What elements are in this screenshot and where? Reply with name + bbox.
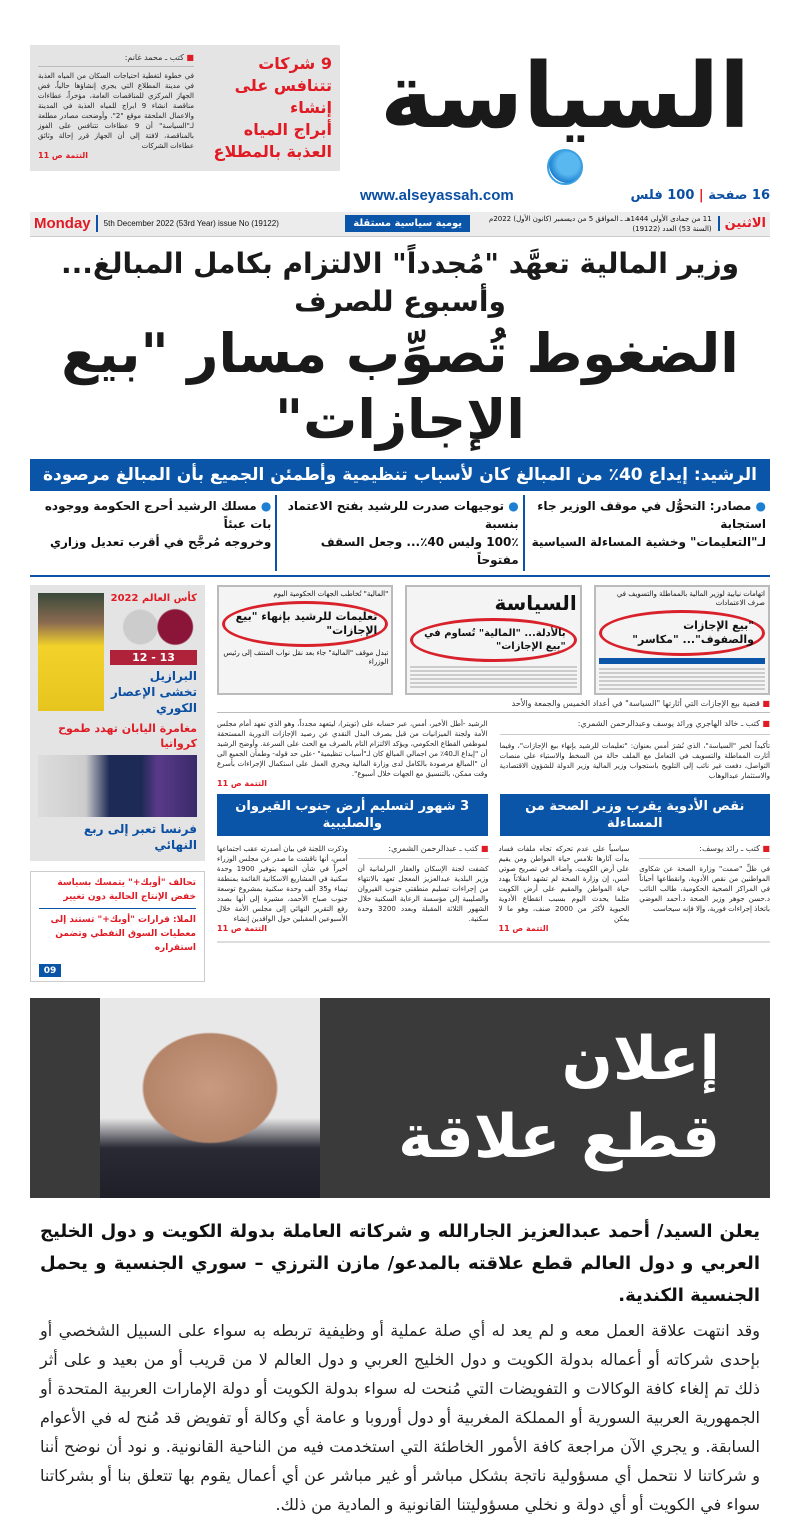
price: 100 فلس bbox=[630, 187, 695, 203]
top-story-body: في خطوة لتغطية احتياجات السكان من المياه العذبة في مدينة المطلاع التي يجري إنشاؤها حالياً، فض الجهاز المركزي للمناقصات العامة، مؤخراً، عطاءات مناقصة انشاء 9 ابراج للمياه العذبة في المدينة والاعمال الملحقة موقع "2". وأوضحت مصادر مطلعة لـ"السياسة" أن 9 عطاءات تتنافس على الفوز بالمناقصة، لافتة إلى أن الجهاز قرر إحالة وثائق عطاءات الشركات bbox=[38, 72, 194, 150]
globe-icon: ● bbox=[260, 498, 272, 513]
ad-banner bbox=[30, 998, 770, 1198]
subhead-line: توجيهات صدرت للرشيد بفتح الاعتماد بنسبة bbox=[287, 498, 519, 531]
subhead-item[interactable] bbox=[275, 495, 522, 571]
price-info bbox=[631, 188, 770, 203]
continued-link[interactable]: التتمة ص 11 bbox=[498, 923, 549, 933]
clipping-headline: بالأدلة... "المالية" تُساوم في "بيع الإجازات" bbox=[424, 627, 566, 652]
date-english: 5th December 2022 (53rd Year) issue No (19122) bbox=[103, 219, 279, 228]
logo-text: السياسة bbox=[380, 44, 750, 149]
subhead-item[interactable] bbox=[523, 495, 770, 571]
housing-byline: ■ كتب ـ عبدالرحمن الشمري: bbox=[358, 844, 489, 859]
housing-col1: كشفت لجنة الإسكان والعقار البرلمانية أن وزير البلدية عبدالعزيز المعجل تعهد بالانتهاء من إجراءات تسليم منطقتي جنوب القيروان والصليبية إلى مؤسسة الرعاية السكنية خلال الشهور الثلاثة المقبلة وبعدد 3200 وحدة سكنية. bbox=[357, 864, 489, 923]
clipping-kicker: "المالية" تُخاطب الجهات الحكومية اليوم bbox=[273, 589, 389, 598]
headline-line: 9 شركات bbox=[258, 54, 332, 73]
day-arabic: الاثنين bbox=[718, 216, 766, 231]
housing-column-1 bbox=[358, 844, 489, 933]
top-story-text bbox=[38, 53, 194, 163]
opec-box[interactable] bbox=[30, 871, 205, 983]
health-column-1 bbox=[639, 844, 770, 933]
clipping-subhead: تبدل موقف "المالية" جاء بعد نقل نواب المنتف إلى رئيس الوزراء bbox=[223, 648, 389, 666]
tagline-badge: يومية سياسية مستقلة bbox=[345, 215, 470, 232]
page-ref-row bbox=[39, 958, 196, 978]
bottom-columns bbox=[217, 844, 770, 943]
clipping-headline: تعليمات للرشيد بإنهاء "بيع الإجازات" bbox=[235, 609, 378, 637]
red-circle-mark bbox=[599, 610, 765, 656]
clipping-thursday[interactable] bbox=[594, 585, 770, 695]
world-cup-label: كأس العالم 2022 bbox=[110, 592, 197, 604]
health-byline: ■ كتب ـ رائد يوسف: bbox=[639, 844, 770, 859]
ad-title: إعلان bbox=[561, 1024, 720, 1094]
clipping-logo: السياسة bbox=[494, 590, 577, 615]
continued-link[interactable]: التتمة ص 11 bbox=[38, 151, 88, 160]
housing-col2: وذكرت اللجنة في بيان أصدرته عقب اجتماعها أمس، أنها ناقشت ما صدر عن مجلس الوزراء أخيراً في شأن التعهد بتوفير 1900 وحدة سكنية في المشاريع الاسكانية القائمة بمنطقة تيماء و35 ألف وحدة سكنية بمشروع توسعة جنوب صباح الأحمد، مشيرة إلى أنها بصدد رفع التقرير النهائي إلى مجلس الأمة خلال الأسبوعين المقبلين حول الوافدين إنشاء bbox=[217, 844, 348, 923]
caption-text: قضية بيع الإجازات التي أثارتها "السياسة" في أعداد الخميس والجمعة والأحد bbox=[511, 698, 760, 708]
ad-portrait-photo[interactable] bbox=[100, 998, 320, 1198]
middle-section bbox=[30, 585, 770, 983]
bullet-icon: ■ bbox=[759, 698, 770, 708]
continued-link[interactable]: التتمة ص 11 bbox=[217, 923, 267, 933]
sports-headline-brazil[interactable]: البرازيل تخشى الإعصار الكوري bbox=[110, 668, 197, 715]
housing-column-2 bbox=[217, 844, 348, 933]
opec-headline: تحالف "أوبك+" يتمسك بسياسة خفض الإنتاج الحالية دون تغيير bbox=[39, 876, 196, 909]
main-story-byline: ■ كتب ـ خالد الهاجري ورائد يوسف وعبدالرحمن الشمري: bbox=[500, 719, 771, 735]
subhead-line: لـ"التعليمات" وخشية المساءلة السياسية bbox=[531, 534, 766, 549]
subhead-line: مسلك الرشيد أحرج الحكومة ووجوده بات عبئاً bbox=[44, 498, 272, 531]
health-column-2 bbox=[499, 844, 630, 933]
main-story-row bbox=[217, 719, 770, 788]
kicker-headline[interactable]: وزير المالية تعهَّد "مُجدداً" الالتزام بكامل المبالغ... وأسبوع للصرف bbox=[60, 246, 739, 318]
clipping-text-block bbox=[410, 666, 576, 688]
clipping-friday[interactable] bbox=[405, 585, 581, 695]
page-ref-badge: 09 bbox=[39, 964, 61, 977]
bars-row bbox=[217, 794, 770, 836]
subheads-row bbox=[30, 495, 770, 577]
top-story-box bbox=[30, 45, 340, 171]
subhead-item[interactable] bbox=[30, 495, 275, 571]
player-photo[interactable] bbox=[38, 593, 104, 711]
ad-body-text: وقد انتهت علاقة العمل معه و لم يعد له أي صلة عملية أو وظيفية تربطه به سواء على السبيل الشخصي أو بإحدى شركاته أو أعماله بدولة الكويت و دول الخليج العربي و دول العالم لا من قريب أو من بعيد و على أثر ذلك تم إلغاء كافة الوكالات و التفويضات التي مُنحت له سواء بدولة الكويت أو دولة الإمارات العربية المتحدة أو الجمهورية العربية السورية أو المملكة المغربية أو دول أوروبا و عامة أي وكالة أو تفويض قد مُنح له في الأعوام السابقة. و يجري الآن مراجعة كافة الأمور الخاطئة التي استخدمت فيه من الناحية القانونية. و نود أن نوضح أننا و شركاتنا لا نتحمل أي مسؤولية ناتجة بشكل مباشر أو غير مباشر عن أي أعمال يقوم بها تتعلق بنا أو بشركاتنا سواء في الكويت أو أي دولة و نخلي مسؤوليتنا القانونية و المادية من ذلك. bbox=[40, 1321, 760, 1514]
main-area bbox=[217, 585, 770, 943]
sports-info bbox=[110, 593, 197, 716]
score-badge: 13 - 12 bbox=[110, 650, 197, 665]
health-col1: في ظلِّ "صمت" وزارة الصحة عن شكاوى المواطنين من نقص الأدوية، وانقطاعها أحياناً في المراكز الصحية الحكومية، طالب النائب د.حسن جوهر وزير الصحة د.أحمد العوضي باتخاذ إجراءات فورية، وإلا فإنه سيحاسب bbox=[639, 864, 770, 913]
sports-headline-france[interactable]: فرنسا تعبر إلى ربع النهائي bbox=[83, 821, 197, 852]
header-row bbox=[30, 45, 770, 204]
page-count: 16 صفحة bbox=[708, 187, 770, 203]
main-story-col-left: الرشيد -أطل الأخير، أمس، عبر حسابه على (تويتر)، ليتعهد مجدداً، وهو الذي تعهد أمام مجلس الأمة ولجنة الميزانيات من قبل بصرف البدل النقدي عن رصيد الإجازات الدورية المستحقة لموظفي القطاع الحكومي، ويؤكد الالتزام التام بالصرف مع الحث على السرعة. وأوضح الرشيد أن "إيداع الـ40٪ من اجمالي المبالغ كان لـ"أسباب تنظيمية" -على حد قوله- وطمأن الجميع الى أن "المبالغ مرصودة بالكامل لدى وزارة المالية ويجري العمل على استكمال الإجراءات بأسرع وقت ممكن، بالتنسيق مع الجهات خلال أسبوع". bbox=[217, 719, 488, 778]
headline-line: العذبة بالمطلاع bbox=[213, 142, 332, 161]
globe-icon: ● bbox=[755, 498, 766, 513]
red-circle-mark bbox=[222, 601, 388, 647]
headline-line: تتنافس على إنشاء bbox=[234, 76, 332, 117]
opec-headline: الملا: قرارات "أوبك+" تستند إلى معطيات السوق النفطي وتضمن استقراره bbox=[50, 914, 196, 953]
masthead-info-row bbox=[360, 187, 770, 204]
clipping-kicker: اتهامات نيابية لوزير المالية بالمماطلة والتسويف في صرف الاعتمادات bbox=[616, 589, 765, 607]
headline-line: أبراج المياه bbox=[243, 120, 332, 139]
top-story-headline[interactable] bbox=[202, 53, 332, 163]
ad-lead-text: يعلن السيد/ أحمد عبدالعزيز الجارالله و شركاته العاملة بدولة الكويت و دول الخليج العربي و دول العالم قطع علاقته بالمدعو/ مازن الترزي – سوري الجنسية و يحمل الجنسية الكندية. bbox=[40, 1221, 760, 1306]
clipping-bar bbox=[599, 658, 765, 664]
clipping-text-block bbox=[599, 668, 765, 690]
main-headline[interactable]: الضغوط تُصوِّب مسار "بيع الإجازات" bbox=[61, 321, 739, 451]
clippings-row bbox=[217, 585, 770, 695]
date-arabic: 11 من جمادى الأولى 1444هـ ـ الموافق 5 من ديسمبر (كانون الأول) 2022م (السنة 53) العدد (19122) bbox=[488, 214, 712, 233]
world-cup-trophy-icon bbox=[110, 607, 197, 647]
date-bar bbox=[30, 212, 770, 237]
mbappe-photo[interactable] bbox=[38, 755, 197, 817]
main-story-col-right: تأكيداً لخبر "السياسة"، الذي نُشرَ أمس بعنوان: "تعليمات للرشيد بإنهاء بيع الإجازات"، وفيما أثارت المماطلة والتسويف في التعامل مع الملف حالة من السخط والاستياء على منصات التواصل، دفعت غير نائب إلى التلويح باستجواب وزير المالية وزير الدولة للشؤون الاقتصادية والاستثمار عبدالوهاب bbox=[499, 741, 770, 780]
housing-headline[interactable]: 3 شهور لتسليم أرض جنوب القيروان والصليبية bbox=[217, 794, 488, 836]
eagle-logo-icon bbox=[547, 149, 583, 185]
website-url[interactable]: www.alseyassah.com bbox=[360, 186, 514, 204]
main-story-right bbox=[500, 719, 771, 788]
main-story-left bbox=[217, 719, 488, 788]
day-english: Monday bbox=[34, 215, 98, 232]
top-story-byline: ■ كتب ـ محمد غانم: bbox=[38, 53, 194, 67]
sports-top bbox=[38, 593, 197, 716]
masthead-logo[interactable] bbox=[360, 45, 770, 185]
left-column bbox=[30, 585, 205, 983]
ad-subtitle: قطع علاقة bbox=[398, 1102, 720, 1172]
red-circle-mark bbox=[410, 618, 576, 662]
globe-icon: ● bbox=[508, 498, 519, 513]
masthead bbox=[360, 45, 770, 204]
health-headline[interactable]: نقص الأدوية يقرب وزير الصحة من المساءلة bbox=[500, 794, 771, 836]
divider: | bbox=[698, 187, 704, 203]
continued-link[interactable]: التتمة ص 11 bbox=[217, 778, 267, 788]
sports-headline-japan[interactable]: مغامرة اليابان تهدد طموح كرواتيا bbox=[58, 721, 197, 750]
subhead-line: وخروجه مُرجَّح في أقرب تعديل وزاري bbox=[50, 534, 272, 549]
headline-bar[interactable]: الرشيد: إيداع 40٪ من المبالغ كان لأسباب تنظيمية وأطمئن الجميع بأن المبالغ مرصودة bbox=[30, 459, 770, 491]
clippings-caption bbox=[217, 699, 770, 713]
ad-titles bbox=[398, 1020, 720, 1176]
subhead-line: مصادر: التحوُّل في موقف الوزير جاء استجابة bbox=[537, 498, 766, 531]
clipping-headline: "بيع الإجازات والصفوف"... "مكاسر" bbox=[632, 618, 754, 646]
health-col2: سياسياً على عدم تحركه تجاه ملفات فساد بدأت آثارها تلامس حياة المواطن ومن يقيم على أرض الكويت. وأضاف في تصريح صوتي أمس، إن وزارة الصحة لم تشهد انفلاتاً يهدد حياة المواطن والمقيم على أرض الكويت مثلما يحدث اليوم بسبب انقطاع الأدوية الحيوية لأكثر من 2000 صنف، وهو ما لا يمكن bbox=[498, 844, 630, 923]
clipping-sunday[interactable] bbox=[217, 585, 393, 695]
subhead-line: 100٪ وليس 40٪... وجعل السقف مفتوحاً bbox=[320, 534, 519, 567]
sports-box bbox=[30, 585, 205, 861]
